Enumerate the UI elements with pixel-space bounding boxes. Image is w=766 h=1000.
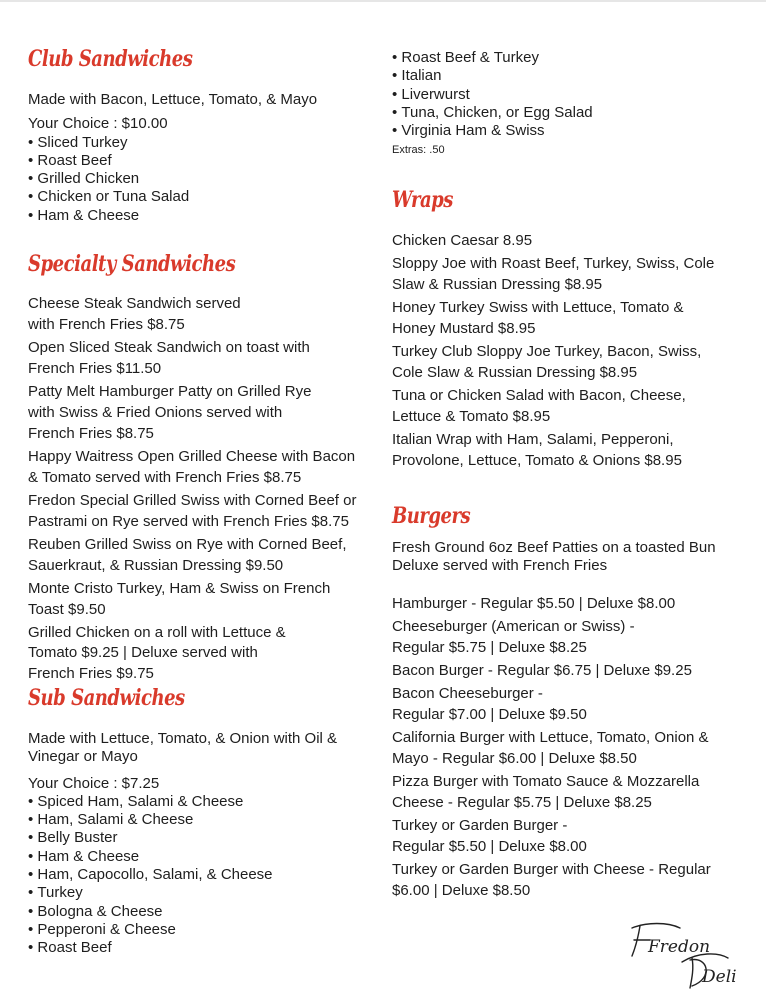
wrap-menu-item-line: Provolone, Lettuce, Tomato & Onions $8.95 bbox=[392, 451, 682, 469]
burger-menu-item-line: Regular $7.00 | Deluxe $9.50 bbox=[392, 706, 587, 724]
wrap-menu-item-line: Turkey Club Sloppy Joe Turkey, Bacon, Swiss, bbox=[392, 343, 702, 361]
sub-sandwiches-heading: Sub Sandwiches bbox=[28, 685, 185, 711]
top-border bbox=[0, 0, 766, 2]
sub-item: • Tuna, Chicken, or Egg Salad bbox=[392, 104, 593, 122]
wrap-menu-item bbox=[392, 386, 714, 428]
sub-item: • Ham, Salami & Cheese bbox=[28, 811, 337, 829]
burger-menu-item-line: Regular $5.50 | Deluxe $8.00 bbox=[392, 838, 587, 856]
burger-menu-item bbox=[392, 617, 711, 659]
burger-menu-item-line: Pizza Burger with Tomato Sauce & Mozzarella bbox=[392, 773, 700, 791]
specialty-menu-item bbox=[28, 447, 356, 489]
wraps-list bbox=[392, 231, 714, 474]
specialty-menu-item-line: with Swiss & Fried Onions served with bbox=[28, 403, 283, 421]
specialty-menu-item-line: Fredon Special Grilled Swiss with Corned Beef or bbox=[28, 491, 357, 509]
burger-menu-item-line: Cheese - Regular $5.75 | Deluxe $8.25 bbox=[392, 794, 652, 812]
sub-intro-line: Made with Lettuce, Tomato, & Onion with Oil & bbox=[28, 730, 338, 747]
club-intro: Made with Bacon, Lettuce, Tomato, & Mayo bbox=[28, 91, 318, 108]
specialty-menu-item-line: Monte Cristo Turkey, Ham & Swiss on French bbox=[28, 579, 331, 597]
burger-menu-item bbox=[392, 860, 711, 902]
club-sandwiches-heading: Club Sandwiches bbox=[28, 46, 193, 72]
sub-item: • Italian bbox=[392, 67, 593, 85]
wrap-menu-item bbox=[392, 298, 714, 340]
sub-item: • Spiced Ham, Salami & Cheese bbox=[28, 793, 337, 811]
wrap-menu-item-line: Sloppy Joe with Roast Beef, Turkey, Swiss, Cole bbox=[392, 255, 715, 273]
wrap-menu-item bbox=[392, 231, 714, 252]
burger-menu-item bbox=[392, 684, 711, 726]
sub-item: • Turkey bbox=[28, 884, 337, 902]
burgers-intro-line: Fresh Ground 6oz Beef Patties on a toasted Bun bbox=[392, 539, 716, 556]
wrap-menu-item-line: Lettuce & Tomato $8.95 bbox=[392, 407, 551, 425]
sub-item: • Roast Beef bbox=[28, 939, 337, 957]
wrap-menu-item bbox=[392, 342, 714, 384]
burgers-intro bbox=[392, 539, 716, 576]
specialty-menu-item-line: with French Fries $8.75 bbox=[28, 315, 185, 333]
sub-sandwiches-section bbox=[28, 730, 337, 958]
wrap-menu-item-line: Tuna or Chicken Salad with Bacon, Cheese, bbox=[392, 387, 686, 405]
specialty-menu-item bbox=[28, 535, 356, 577]
club-item: • Grilled Chicken bbox=[28, 170, 317, 188]
specialty-menu-item-line: Pastrami on Rye served with French Fries $8.75 bbox=[28, 512, 349, 530]
burger-menu-item-line: Bacon Cheeseburger - bbox=[392, 685, 543, 703]
specialty-sandwiches-list bbox=[28, 294, 356, 687]
specialty-menu-item-line: Patty Melt Hamburger Patty on Grilled Rye bbox=[28, 382, 312, 400]
sub-sandwiches-continued bbox=[392, 49, 593, 157]
burger-menu-item-line: Hamburger - Regular $5.50 | Deluxe $8.00 bbox=[392, 595, 676, 612]
logo-text-line2: Deli bbox=[702, 967, 737, 987]
burger-menu-item-line: Bacon Burger - Regular $6.75 | Deluxe $9.25 bbox=[392, 662, 692, 680]
burger-menu-item-line: $6.00 | Deluxe $8.50 bbox=[392, 882, 531, 900]
specialty-sandwiches-heading: Specialty Sandwiches bbox=[28, 251, 236, 277]
fredon-deli-signature-logo bbox=[628, 922, 748, 992]
wrap-menu-item-line: Slaw & Russian Dressing $8.95 bbox=[392, 275, 603, 293]
burger-menu-item bbox=[392, 661, 711, 682]
sub-choice-price: Your Choice : $7.25 bbox=[28, 774, 160, 792]
sub-item: • Bologna & Cheese bbox=[28, 903, 337, 921]
wrap-menu-item bbox=[392, 254, 714, 296]
burger-menu-item bbox=[392, 728, 711, 770]
specialty-menu-item-line: Open Sliced Steak Sandwich on toast with bbox=[28, 338, 310, 356]
burgers-list bbox=[392, 594, 711, 904]
burger-menu-item-line: Cheeseburger (American or Swiss) - bbox=[392, 618, 635, 636]
sub-intro-line: Vinegar or Mayo bbox=[28, 748, 138, 766]
wrap-menu-item bbox=[392, 430, 714, 472]
wrap-menu-item-line: Honey Turkey Swiss with Lettuce, Tomato & bbox=[392, 299, 684, 317]
club-item: • Chicken or Tuna Salad bbox=[28, 188, 317, 206]
club-item: • Sliced Turkey bbox=[28, 134, 317, 152]
wrap-menu-item-line: Chicken Caesar 8.95 bbox=[392, 232, 533, 249]
specialty-menu-item-line: French Fries $11.50 bbox=[28, 359, 162, 377]
burger-menu-item bbox=[392, 816, 711, 858]
club-item: • Roast Beef bbox=[28, 152, 317, 170]
sub-item: • Liverwurst bbox=[392, 86, 593, 104]
sub-item: • Pepperoni & Cheese bbox=[28, 921, 337, 939]
sub-item: • Belly Buster bbox=[28, 829, 337, 847]
sub-item: • Ham & Cheese bbox=[28, 848, 337, 866]
sub-item: • Roast Beef & Turkey bbox=[392, 49, 593, 67]
logo-text-line1: Fredon bbox=[648, 937, 711, 957]
specialty-menu-item-line: Toast $9.50 bbox=[28, 600, 106, 618]
wrap-menu-item-line: Cole Slaw & Russian Dressing $8.95 bbox=[392, 363, 638, 381]
wrap-menu-item-line: Honey Mustard $8.95 bbox=[392, 319, 536, 337]
burgers-intro-line: Deluxe served with French Fries bbox=[392, 557, 608, 575]
burger-menu-item-line: Turkey or Garden Burger - bbox=[392, 817, 568, 835]
specialty-menu-item-line: Grilled Chicken on a roll with Lettuce & bbox=[28, 623, 286, 641]
wrap-menu-item-line: Italian Wrap with Ham, Salami, Pepperoni, bbox=[392, 431, 674, 449]
club-choice-price: Your Choice : $10.00 bbox=[28, 115, 168, 133]
sub-extras-note: Extras: .50 bbox=[392, 144, 445, 157]
sub-item: • Virginia Ham & Swiss bbox=[392, 122, 593, 140]
specialty-menu-item bbox=[28, 338, 356, 380]
burger-menu-item-line: Mayo - Regular $6.00 | Deluxe $8.50 bbox=[392, 750, 637, 768]
specialty-menu-item-line: Sauerkraut, & Russian Dressing $9.50 bbox=[28, 556, 284, 574]
burger-menu-item bbox=[392, 772, 711, 814]
burger-menu-item-line: California Burger with Lettuce, Tomato, Onion & bbox=[392, 729, 709, 747]
club-item: • Ham & Cheese bbox=[28, 207, 317, 225]
burger-menu-item bbox=[392, 594, 711, 615]
specialty-menu-item-line: & Tomato served with French Fries $8.75 bbox=[28, 468, 302, 486]
specialty-menu-item-line: Happy Waitress Open Grilled Cheese with Bacon bbox=[28, 447, 356, 465]
specialty-menu-item bbox=[28, 294, 356, 336]
specialty-menu-item-line: Cheese Steak Sandwich served bbox=[28, 295, 241, 312]
specialty-menu-item bbox=[28, 623, 356, 685]
specialty-menu-item-line: Reuben Grilled Swiss on Rye with Corned Beef, bbox=[28, 535, 347, 553]
specialty-menu-item bbox=[28, 579, 356, 621]
burgers-heading: Burgers bbox=[392, 503, 471, 529]
specialty-menu-item-line: French Fries $9.75 bbox=[28, 665, 154, 683]
burger-menu-item-line: Regular $5.75 | Deluxe $8.25 bbox=[392, 638, 587, 656]
burger-menu-item-line: Turkey or Garden Burger with Cheese - Regular bbox=[392, 861, 711, 879]
sub-item: • Ham, Capocollo, Salami, & Cheese bbox=[28, 866, 337, 884]
specialty-menu-item bbox=[28, 382, 356, 444]
wraps-heading: Wraps bbox=[392, 187, 453, 213]
specialty-menu-item-line: French Fries $8.75 bbox=[28, 424, 154, 442]
specialty-menu-item-line: Tomato $9.25 | Deluxe served with bbox=[28, 644, 258, 662]
specialty-menu-item bbox=[28, 491, 356, 533]
club-sandwiches-section bbox=[28, 91, 317, 225]
